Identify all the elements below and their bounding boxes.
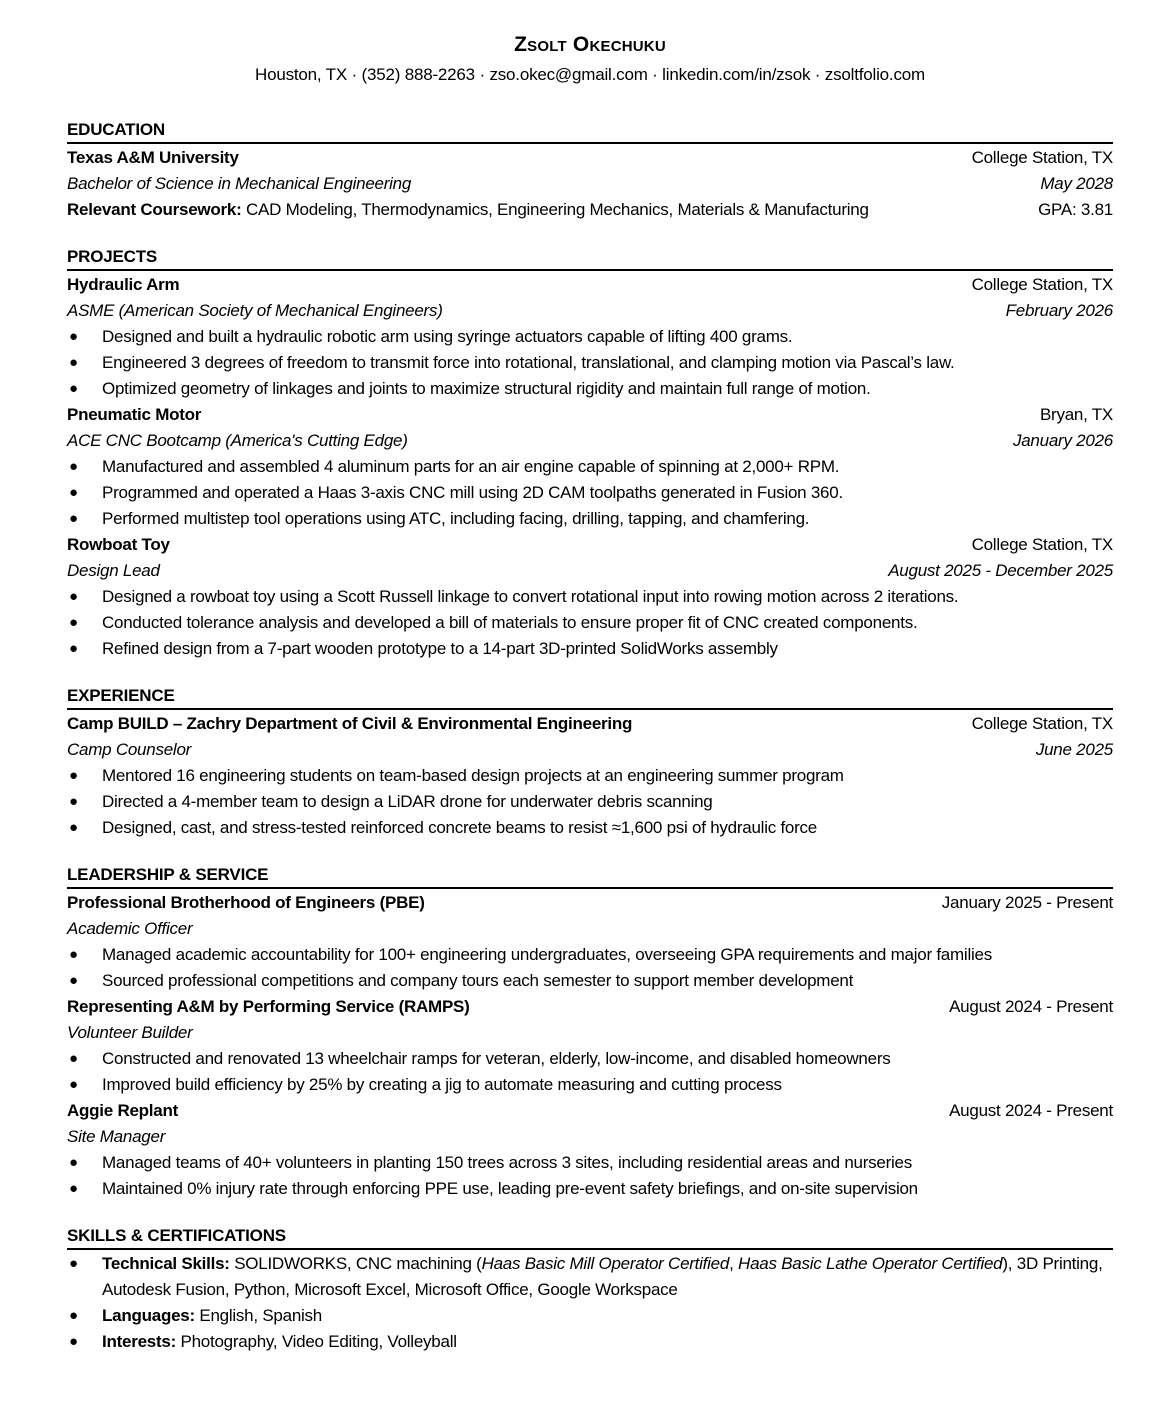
bullet-icon: ● — [69, 380, 78, 397]
candidate-name — [67, 30, 1113, 60]
bullet-item — [67, 636, 1113, 662]
entry-subheader — [67, 916, 1113, 942]
bullet-text: Manufactured and assembled 4 aluminum parts for an air engine capable of spinning at 2,000+ RPM. — [102, 457, 840, 476]
entry-role: Academic Officer — [67, 919, 193, 938]
name-first-rest: SOLT — [527, 38, 567, 55]
bullet-text: Constructed and renovated 13 wheelchair ramps for veteran, elderly, low-income, and disabled homeowners — [102, 1049, 891, 1068]
entry-date: August 2024 - Present — [949, 997, 1113, 1016]
name-last-initial: O — [572, 33, 590, 56]
section-divider — [67, 269, 1113, 271]
skills-section — [67, 1224, 1113, 1355]
entry — [67, 994, 1113, 1098]
section-title: EDUCATION — [67, 120, 165, 139]
cert-separator: , — [729, 1254, 739, 1273]
cert-lathe: Haas Basic Lathe Operator Certified — [738, 1254, 1003, 1273]
bullet-item — [67, 1176, 1113, 1202]
cert-mill: Haas Basic Mill Operator Certified — [481, 1254, 730, 1273]
entry-date: August 2024 - Present — [949, 1101, 1113, 1120]
entry — [67, 711, 1113, 841]
entry-subheader — [67, 171, 1113, 197]
bullet-icon: ● — [69, 767, 78, 784]
graduation-date: May 2028 — [1040, 174, 1113, 193]
entry-date: February 2026 — [1005, 301, 1113, 320]
bullet-icon: ● — [69, 510, 78, 527]
entry-location: College Station, TX — [971, 535, 1113, 554]
bullet-text: Conducted tolerance analysis and developed a bill of materials to ensure proper fit of CNC created components. — [102, 613, 918, 632]
section-title: LEADERSHIP & SERVICE — [67, 865, 269, 884]
section-title: SKILLS & CERTIFICATIONS — [67, 1226, 286, 1245]
bullet-item — [67, 815, 1113, 841]
bullet-icon: ● — [69, 793, 78, 810]
entry-subheader — [67, 1020, 1113, 1046]
bullet-list — [67, 584, 1113, 662]
entry-title: Pneumatic Motor — [67, 405, 202, 424]
bullet-text: Mentored 16 engineering students on team-based design projects at an engineering summer program — [102, 766, 844, 785]
bullet-text: Optimized geometry of linkages and joints to maximize structural rigidity and maintain full range of motion. — [102, 379, 871, 398]
bullet-item — [67, 584, 1113, 610]
bullet-icon: ● — [69, 484, 78, 501]
bullet-item — [67, 610, 1113, 636]
bullet-item — [67, 789, 1113, 815]
bullet-list — [67, 454, 1113, 532]
projects-list — [67, 272, 1113, 662]
contact-line: Houston, TX · (352) 888-2263 · zso.okec@gmail.com · linkedin.com/in/zsok · zsoltfolio.com — [255, 65, 925, 84]
section-divider — [67, 1248, 1113, 1250]
name-last-rest: KECHUKU — [589, 38, 666, 55]
entry-org: ASME (American Society of Mechanical Engineers) — [67, 301, 443, 320]
bullet-list — [67, 942, 1113, 994]
bullet-item — [67, 1072, 1113, 1098]
entry — [67, 890, 1113, 994]
entry-title: Representing A&M by Performing Service (RAMPS) — [67, 997, 470, 1016]
bullet-item — [67, 1046, 1113, 1072]
entry-role: Camp Counselor — [67, 740, 192, 759]
bullet-text: Designed a rowboat toy using a Scott Russell linkage to convert rotational input into rowing motion across 2 iterations. — [102, 587, 959, 606]
bullet-icon: ● — [69, 972, 78, 989]
languages-label: Languages: — [102, 1306, 195, 1325]
coursework-label: Relevant Coursework: — [67, 200, 242, 219]
bullet-icon: ● — [69, 819, 78, 836]
skills-list — [67, 1251, 1113, 1355]
bullet-icon: ● — [69, 946, 78, 963]
coursework — [67, 197, 869, 223]
degree: Bachelor of Science in Mechanical Engineering — [67, 174, 412, 193]
bullet-icon: ● — [69, 328, 78, 345]
entry-header — [67, 145, 1113, 171]
entry-title: Aggie Replant — [67, 1101, 179, 1120]
entry-title: Professional Brotherhood of Engineers (PBE) — [67, 893, 425, 912]
interests-list: Photography, Video Editing, Volleyball — [176, 1332, 457, 1351]
technical-pre: SOLIDWORKS, CNC machining ( — [229, 1254, 482, 1273]
bullet-item — [67, 454, 1113, 480]
bullet-text: Improved build efficiency by 25% by creating a jig to automate measuring and cutting process — [102, 1075, 782, 1094]
coursework-list: CAD Modeling, Thermodynamics, Engineering Mechanics, Materials & Manufacturing — [241, 200, 869, 219]
bullet-icon: ● — [69, 1050, 78, 1067]
bullet-item — [67, 968, 1113, 994]
bullet-item — [67, 324, 1113, 350]
bullet-list — [67, 324, 1113, 402]
bullet-item — [67, 942, 1113, 968]
entry-title: Rowboat Toy — [67, 535, 170, 554]
bullet-text: Managed academic accountability for 100+ engineering undergraduates, overseeing GPA requirements and major families — [102, 945, 992, 964]
skills-interests — [67, 1329, 1113, 1355]
bullet-icon: ● — [69, 354, 78, 371]
bullet-icon: ● — [69, 588, 78, 605]
bullet-text: Maintained 0% injury rate through enforcing PPE use, leading pre-event safety briefings, and on-site supervision — [102, 1179, 918, 1198]
bullet-item — [67, 480, 1113, 506]
entry — [67, 532, 1113, 662]
entry-date: June 2025 — [1035, 740, 1113, 759]
skills-languages — [67, 1303, 1113, 1329]
skills-technical — [67, 1251, 1113, 1303]
entry — [67, 1098, 1113, 1202]
bullet-item — [67, 350, 1113, 376]
entry-title: Camp BUILD – Zachry Department of Civil & Environmental Engineering — [67, 714, 633, 733]
bullet-icon: ● — [69, 1180, 78, 1197]
bullet-icon: ● — [69, 1333, 78, 1350]
bullet-item — [67, 506, 1113, 532]
section-divider — [67, 887, 1113, 889]
resume-page — [67, 30, 1113, 1355]
entry-role: Site Manager — [67, 1127, 166, 1146]
experience-list — [67, 711, 1113, 841]
entry-subheader — [67, 298, 1113, 324]
entry-location: College Station, TX — [971, 275, 1113, 294]
entry-date: January 2025 - Present — [941, 893, 1113, 912]
entry-header — [67, 994, 1113, 1020]
entry — [67, 272, 1113, 402]
bullet-text: Designed, cast, and stress-tested reinforced concrete beams to resist ≈1,600 psi of hydraulic force — [102, 818, 817, 837]
languages-list: English, Spanish — [194, 1306, 323, 1325]
entry-subheader — [67, 1124, 1113, 1150]
entry-header — [67, 1098, 1113, 1124]
entry-header — [67, 890, 1113, 916]
technical-label: Technical Skills: — [102, 1254, 230, 1273]
gpa: GPA: 3.81 — [1038, 200, 1113, 219]
bullet-text: Performed multistep tool operations using ATC, including facing, drilling, tapping, and chamfering. — [102, 509, 810, 528]
entry-date: January 2026 — [1012, 431, 1113, 450]
entry-subheader — [67, 737, 1113, 763]
entry-title: Hydraulic Arm — [67, 275, 180, 294]
bullet-list — [67, 1046, 1113, 1098]
bullet-text: Sourced professional competitions and company tours each semester to support member development — [102, 971, 854, 990]
bullet-icon: ● — [69, 1076, 78, 1093]
bullet-list — [67, 763, 1113, 841]
bullet-item — [67, 1150, 1113, 1176]
entry — [67, 402, 1113, 532]
bullet-text: Refined design from a 7-part wooden prototype to a 14-part 3D-printed SolidWorks assembly — [102, 639, 778, 658]
bullet-icon: ● — [69, 614, 78, 631]
education-section — [67, 118, 1113, 223]
bullet-icon: ● — [69, 458, 78, 475]
section-divider — [67, 708, 1113, 710]
entry-date: August 2025 - December 2025 — [888, 561, 1113, 580]
bullet-icon: ● — [69, 640, 78, 657]
bullet-icon: ● — [69, 1255, 78, 1272]
section-title: EXPERIENCE — [67, 686, 175, 705]
bullet-text: Programmed and operated a Haas 3-axis CNC mill using 2D CAM toolpaths generated in Fusion 360. — [102, 483, 843, 502]
entry-org: Design Lead — [67, 561, 160, 580]
entry-subheader — [67, 428, 1113, 454]
entry-header — [67, 532, 1113, 558]
school-name: Texas A&M University — [67, 148, 239, 167]
entry-location: Bryan, TX — [1039, 405, 1113, 424]
entry-header — [67, 272, 1113, 298]
bullet-item — [67, 376, 1113, 402]
section-divider — [67, 142, 1113, 144]
bullet-text: Engineered 3 degrees of freedom to transmit force into rotational, translational, and clamping motion via Pascal’s law. — [102, 353, 955, 372]
entry-subheader — [67, 558, 1113, 584]
bullet-icon: ● — [69, 1154, 78, 1171]
bullet-text: Directed a 4-member team to design a LiDAR drone for underwater debris scanning — [102, 792, 713, 811]
bullet-text: Managed teams of 40+ volunteers in planting 150 trees across 3 sites, including residential areas and nurseries — [102, 1153, 912, 1172]
bullet-item — [67, 763, 1113, 789]
school-location: College Station, TX — [971, 148, 1113, 167]
entry-header — [67, 402, 1113, 428]
entry-header — [67, 711, 1113, 737]
bullet-list — [67, 1150, 1113, 1202]
entry-role: Volunteer Builder — [67, 1023, 193, 1042]
leadership-list — [67, 890, 1113, 1202]
entry-location: College Station, TX — [971, 714, 1113, 733]
interests-label: Interests: — [102, 1332, 177, 1351]
projects-section — [67, 245, 1113, 662]
coursework-row — [67, 197, 1113, 223]
technical-post: ), 3D Printing, Autodesk Fusion, Python, Microsoft Excel, Microsoft Office, Google Workspace — [102, 1254, 1103, 1299]
experience-section — [67, 684, 1113, 841]
section-title: PROJECTS — [67, 247, 158, 266]
bullet-text: Designed and built a hydraulic robotic arm using syringe actuators capable of lifting 400 grams. — [102, 327, 793, 346]
entry-org: ACE CNC Bootcamp (America's Cutting Edge) — [67, 431, 408, 450]
bullet-icon: ● — [69, 1307, 78, 1324]
name-first-initial: Z — [514, 33, 528, 56]
leadership-section — [67, 863, 1113, 1202]
